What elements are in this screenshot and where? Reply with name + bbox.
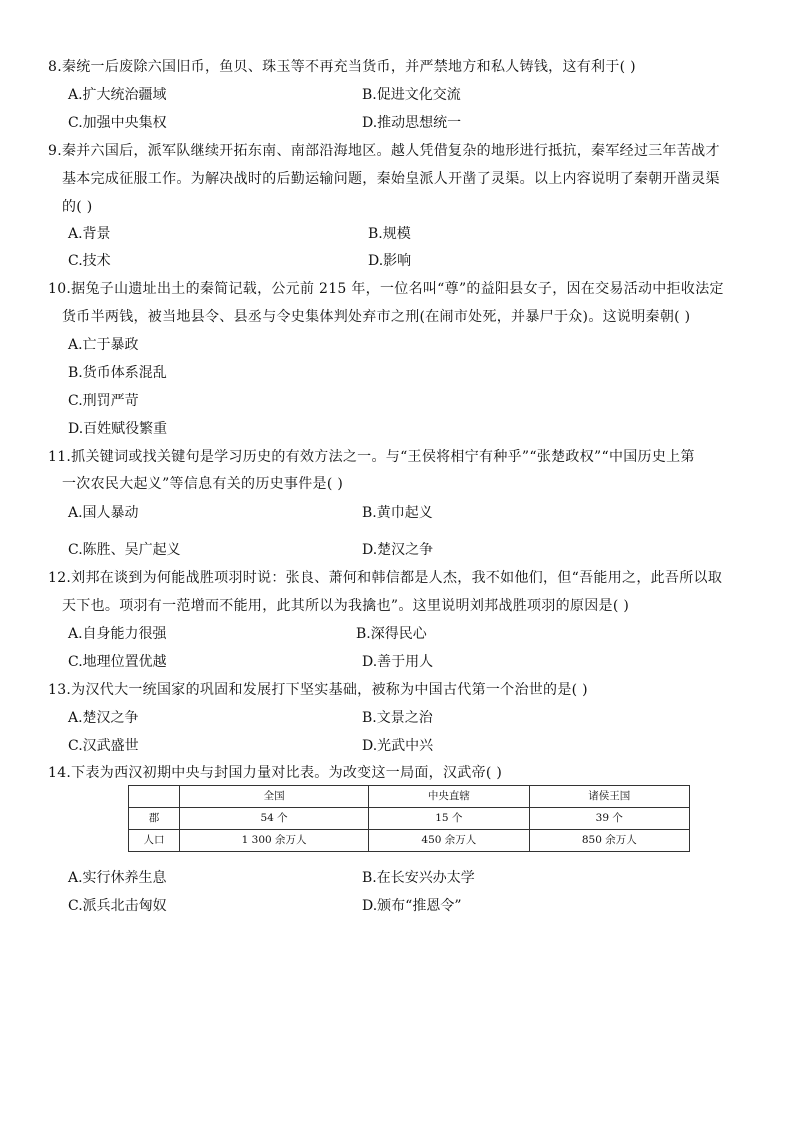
table-cell: 15 个 (369, 808, 529, 830)
table-cell: 39 个 (529, 808, 689, 830)
question-13-stem: 13.为汉代大一统国家的巩固和发展打下坚实基础，被称为中国古代第一个治世的是( ) (48, 682, 588, 698)
question-13-option-a[interactable]: A.楚汉之争 (68, 710, 139, 726)
question-12-option-a[interactable]: A.自身能力很强 (68, 626, 167, 642)
table-header-cell (129, 786, 180, 808)
comparison-table (128, 785, 690, 852)
question-8-option-c[interactable]: C.加强中央集权 (68, 115, 167, 131)
table-header-cell: 全国 (180, 786, 369, 808)
question-9-stem-line-2: 基本完成征服工作。为解决战时的后勤运输问题，秦始皇派人开凿了灵渠。以上内容说明了秦朝开凿灵渠 (62, 171, 720, 187)
question-8-option-d[interactable]: D.推动思想统一 (362, 115, 462, 131)
table-row-label: 人口 (129, 830, 180, 852)
question-9-option-c[interactable]: C.技术 (68, 253, 111, 269)
table-cell: 1 300 余万人 (180, 830, 369, 852)
table-header-cell: 中央直辖 (369, 786, 529, 808)
question-8-stem: 8.秦统一后废除六国旧币，鱼贝、珠玉等不再充当货币，并严禁地方和私人铸钱，这有利于( ) (48, 59, 636, 75)
question-10-option-a[interactable]: A.亡于暴政 (68, 337, 139, 353)
question-13-option-d[interactable]: D.光武中兴 (362, 738, 434, 754)
question-14-stem: 14.下表为西汉初期中央与封国力量对比表。为改变这一局面，汉武帝( ) (48, 765, 503, 781)
question-12-stem-line-1: 12.刘邦在谈到为何能战胜项羽时说：张良、萧何和韩信都是人杰，我不如他们，但“吾能用之，此吾所以取 (48, 570, 723, 586)
question-9-stem-line-3: 的( ) (62, 199, 93, 215)
question-12-option-d[interactable]: D.善于用人 (362, 654, 434, 670)
question-9-option-d[interactable]: D.影响 (368, 253, 412, 269)
question-13-option-b[interactable]: B.文景之治 (362, 710, 433, 726)
question-9-option-b[interactable]: B.规模 (368, 226, 411, 242)
question-12-stem-line-2: 天下也。项羽有一范增而不能用，此其所以为我擒也”。这里说明刘邦战胜项羽的原因是( ) (62, 598, 630, 614)
table-row (129, 830, 690, 852)
question-11-stem-line-1: 11.抓关键词或找关键句是学习历史的有效方法之一。与“王侯将相宁有种乎”“张楚政权”“中国历史上第 (48, 449, 695, 465)
question-8-option-a[interactable]: A.扩大统治疆域 (68, 87, 167, 103)
question-14-option-a[interactable]: A.实行休养生息 (68, 870, 167, 886)
question-10-option-b[interactable]: B.货币体系混乱 (68, 365, 167, 381)
question-10-option-d[interactable]: D.百姓赋役繁重 (68, 421, 168, 437)
question-12-option-b[interactable]: B.深得民心 (356, 626, 427, 642)
question-14-option-d[interactable]: D.颁布“推恩令” (362, 898, 462, 914)
table-header-cell: 诸侯王国 (529, 786, 689, 808)
question-11-option-b[interactable]: B.黄巾起义 (362, 505, 433, 521)
table-header-row (129, 786, 690, 808)
table-row-label: 郡 (129, 808, 180, 830)
question-11-option-d[interactable]: D.楚汉之争 (362, 542, 434, 558)
question-9-stem-line-1: 9.秦并六国后，派军队继续开拓东南、南部沿海地区。越人凭借复杂的地形进行抵抗，秦军经过三年苦战才 (48, 143, 720, 159)
question-10-option-c[interactable]: C.刑罚严苛 (68, 393, 139, 409)
question-14-option-b[interactable]: B.在长安兴办太学 (362, 870, 475, 886)
table-cell: 54 个 (180, 808, 369, 830)
question-13-option-c[interactable]: C.汉武盛世 (68, 738, 139, 754)
question-9-option-a[interactable]: A.背景 (68, 226, 111, 242)
question-11-option-a[interactable]: A.国人暴动 (68, 505, 139, 521)
question-10-stem-line-1: 10.据兔子山遗址出土的秦简记载，公元前 215 年，一位名叫“尊”的益阳县女子，因在交易活动中拒收法定 (48, 281, 724, 297)
table-cell: 450 余万人 (369, 830, 529, 852)
question-11-stem-line-2: 一次农民大起义”等信息有关的历史事件是( ) (62, 476, 344, 492)
question-14-option-c[interactable]: C.派兵北击匈奴 (68, 898, 167, 914)
table-cell: 850 余万人 (529, 830, 689, 852)
question-8-option-b[interactable]: B.促进文化交流 (362, 87, 461, 103)
question-10-stem-line-2: 货币半两钱，被当地县令、县丞与令史集体判处弃市之刑(在闹市处死，并暴尸于众)。这说明秦朝( ) (62, 309, 691, 325)
question-11-option-c[interactable]: C.陈胜、吴广起义 (68, 542, 181, 558)
table-row (129, 808, 690, 830)
question-12-option-c[interactable]: C.地理位置优越 (68, 654, 167, 670)
